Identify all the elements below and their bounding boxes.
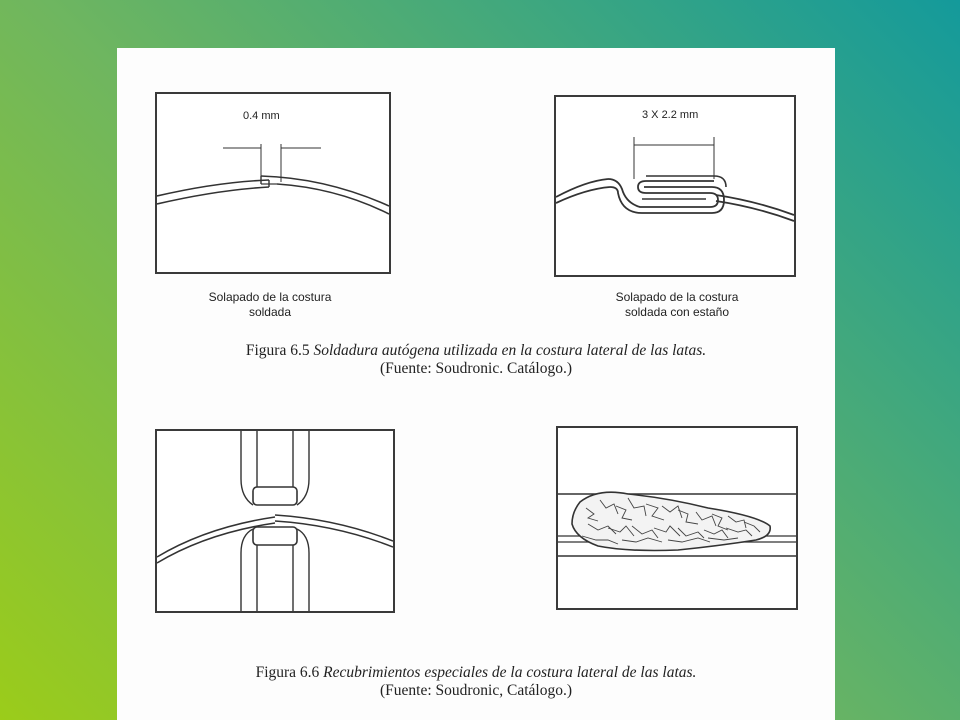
soldered-seam-drawing [556,97,794,275]
soldered-seam-label [577,290,777,320]
figure-6-6-number: Figura 6.6 [255,664,320,681]
overlap-seam-label-line1: Solapado de la costura [208,290,332,304]
coated-seam-drawing [558,428,796,608]
figure-6-5-title: Soldadura autógena utilizada en la costura lateral de las latas. [313,342,707,359]
soldered-dimension-label: 3 X 2.2 mm [642,109,699,121]
soldered-seam-label-line2: soldada con estaño [624,305,730,319]
scanned-page [117,48,835,720]
figure-6-5-source: (Fuente: Soudronic. Catálogo.) [380,360,572,377]
overlap-seam-label-line2: soldada [248,305,292,319]
figure-6-6-source: (Fuente: Soudronic, Catálogo.) [380,682,572,699]
overlap-seam-label [170,290,370,320]
soldered-seam-diagram [554,95,796,277]
overlap-dimension-label: 0.4 mm [243,110,280,122]
figure-6-5-caption [117,342,835,378]
welding-rollers-diagram [155,429,395,613]
coated-seam-diagram [556,426,798,610]
overlap-seam-diagram [155,92,391,274]
figure-6-6-caption [117,664,835,700]
welding-rollers-drawing [157,431,393,611]
figure-6-6-title: Recubrimientos especiales de la costura lateral de las latas. [323,664,697,681]
soldered-seam-label-line1: Solapado de la costura [615,290,739,304]
figure-6-5-number: Figura 6.5 [245,342,310,359]
